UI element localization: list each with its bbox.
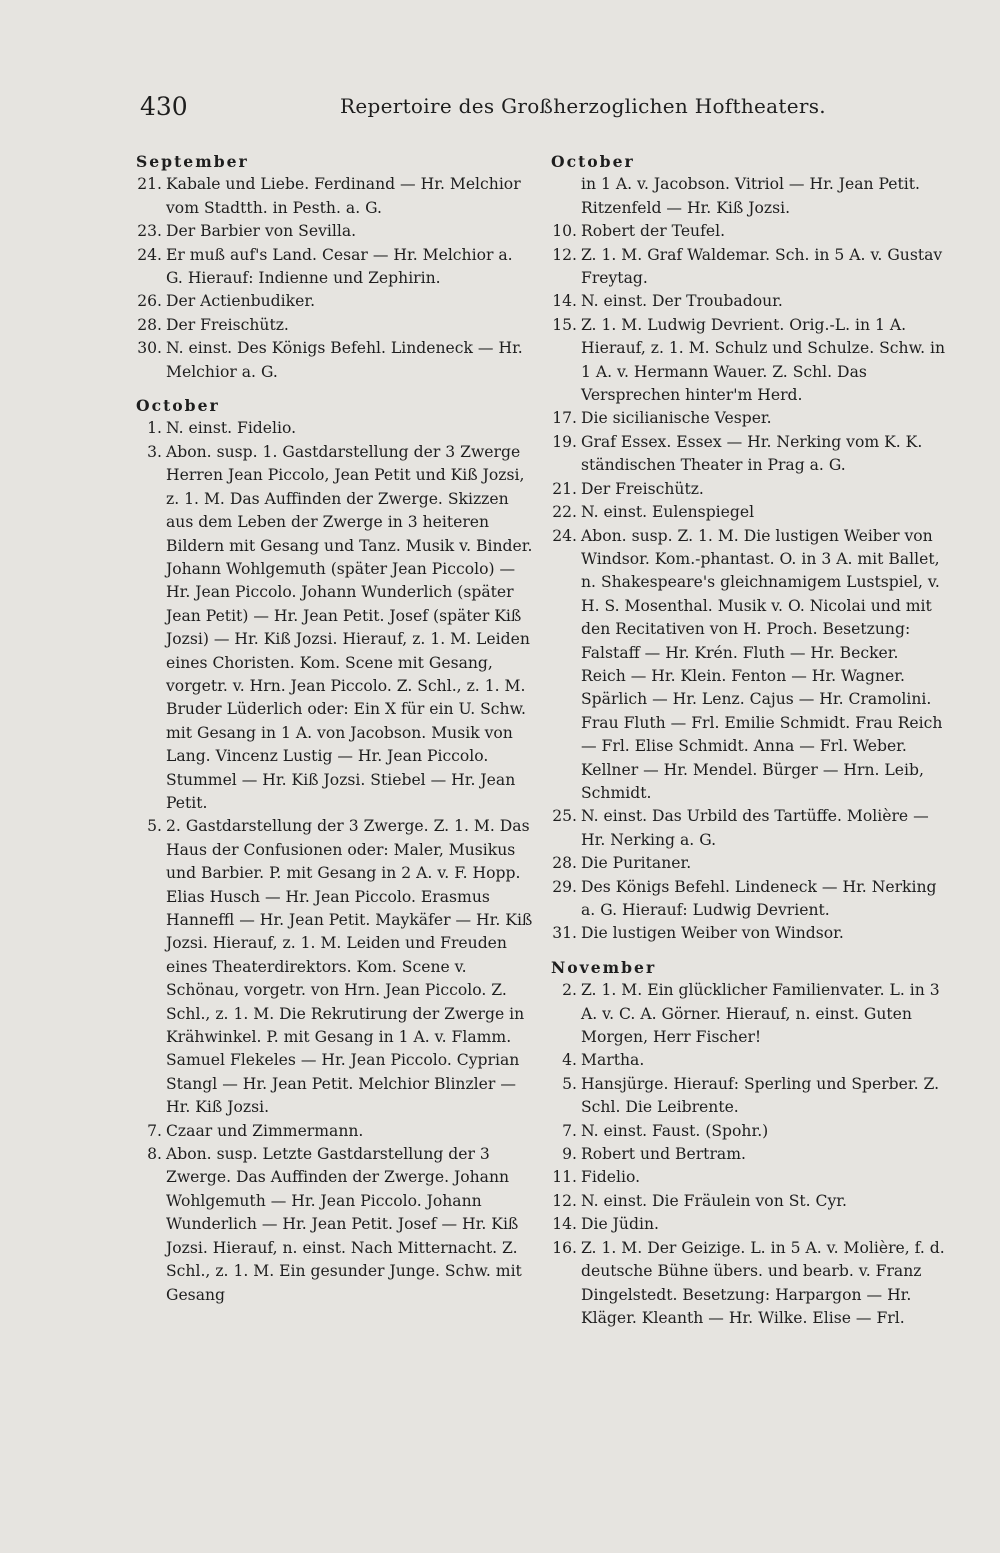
right-column [551,150,946,1330]
entry-day-number: 14. [552,1215,577,1234]
entry-text: Abon. susp. Letzte Gastdarstellung der 3 Zwerge. Das Auffinden der Zwerge. Johann Wohlgemuth — Hr. Jean Piccolo. Johann Wunderlich — Hr. Jean Petit. Josef — Hr. Kiß Jozsi. Hierauf, n. einst. Nach Mitternacht. Z. Schl., z. 1. M. Ein gesunder Junge. Schw. mit Gesang [166,1145,522,1304]
entry-text: Graf Essex. Essex — Hr. Nerking vom K. K. ständischen Theater in Prag a. G. [581,432,923,475]
entry-continuation [551,173,946,220]
entry-text: Der Freischütz. [166,315,289,334]
repertoire-entry [551,1237,946,1331]
repertoire-entry [136,290,534,313]
repertoire-entry [551,1166,946,1189]
entry-text: N. einst. Faust. (Spohr.) [581,1121,769,1140]
entry-text: 2. Gastdarstellung der 3 Zwerge. Z. 1. M. Das Haus der Confusionen oder: Maler, Musikus und Barbier. P. mit Gesang in 2 A. v. F. Hopp. Elias Husch — Hr. Jean Piccolo. Erasmus Hanneffl — Hr. Jean Petit. Maykäfer — Hr. Kiß Jozsi. Hierauf, z. 1. M. Leiden und Freuden eines Theaterdirektors. Kom. Scene v. Schönau, vorgetr. von Hrn. Jean Piccolo. Z. Schl., z. 1. M. Die Rekrutirung der Zwerge in Krähwinkel. P. mit Gesang in 1 A. v. Flamm. Samuel Flekeles — Hr. Jean Piccolo. Cyprian Stangl — Hr. Jean Petit. Melchior Blinzler — Hr. Kiß Jozsi. [166,817,533,1117]
entry-text: Abon. susp. Z. 1. M. Die lustigen Weiber von Windsor. Kom.-phantast. O. in 3 A. mit Ballet, n. Shakespeare's gleichnamigem Lustspiel, v. H. S. Mosenthal. Musik v. O. Nicolai und mit den Recitativen von H. Proch. Besetzung: Falstaff — Hr. Krén. Fluth — Hr. Becker. Reich — Hr. Klein. Fenton — Hr. Wagner. Spärlich — Hr. Lenz. Cajus — Hr. Cramolini. Frau Fluth — Frl. Emilie Schmidt. Frau Reich — Frl. Elise Schmidt. Anna — Frl. Weber. Kellner — Hr. Mendel. Bürger — Hrn. Leib, Schmidt. [581,526,943,802]
repertoire-entry [136,417,534,440]
repertoire-entry [136,314,534,337]
entry-text: Czaar und Zimmermann. [166,1121,364,1140]
entry-day-number: 9. [562,1145,577,1164]
month-heading: November [551,957,657,977]
entry-text: Die Jüdin. [581,1215,659,1234]
page-header [140,92,940,126]
repertoire-entry [551,979,946,1049]
entry-day-number: 3. [147,442,162,461]
entry-text: N. einst. Des Königs Befehl. Lindeneck — Hr. Melchior a. G. [166,339,523,381]
repertoire-entry [551,1213,946,1236]
entry-text: Der Barbier von Sevilla. [166,222,357,241]
entry-day-number: 4. [562,1051,577,1070]
entry-day-number: 2. [562,981,577,1000]
month-heading: October [136,396,220,416]
repertoire-entry [551,852,946,875]
entry-day-number: 16. [552,1238,577,1257]
entry-text: Die sicilianische Vesper. [581,409,772,428]
repertoire-entry [136,1120,534,1143]
entry-day-number: 5. [147,817,162,836]
repertoire-entry [551,1120,946,1143]
entry-text: Abon. susp. 1. Gastdarstellung der 3 Zwerge Herren Jean Piccolo, Jean Petit und Kiß Jozsi, z. 1. M. Das Auffinden der Zwerge. Skizzen aus dem Leben der Zwerge in 3 heiteren Bildern mit Gesang und Tanz. Musik v. Binder. Johann Wohlgemuth (später Jean Piccolo) — Hr. Jean Piccolo. Johann Wunderlich (später Jean Petit) — Hr. Jean Petit. Josef (später Kiß Jozsi) — Hr. Kiß Jozsi. Hierauf, z. 1. M. Leiden eines Choristen. Kom. Scene mit Gesang, vorgetr. v. Hrn. Jean Piccolo. Z. Schl., z. 1. M. Bruder Lüderlich oder: Ein X für ein U. Schw. mit Gesang in 1 A. von Jacobson. Musik von Lang. Vincenz Lustig — Hr. Jean Piccolo. Stummel — Hr. Kiß Jozsi. Stiebel — Hr. Jean Petit. [166,442,533,812]
entry-day-number: 21. [552,479,577,498]
entry-day-number: 24. [137,245,162,264]
entry-text: Robert der Teufel. [581,222,726,241]
repertoire-entry [551,407,946,430]
repertoire-entry [136,815,534,1119]
left-column [136,150,534,1307]
entry-day-number: 10. [552,222,577,241]
month-heading: October [551,152,635,171]
repertoire-entry [551,1143,946,1166]
entry-text: Der Freischütz. [581,479,704,498]
repertoire-entry [136,337,534,384]
repertoire-entry [551,1073,946,1120]
entry-text: Die lustigen Weiber von Windsor. [581,924,844,943]
repertoire-entry [551,244,946,291]
entry-day-number: 17. [552,409,577,428]
entry-text: N. einst. Das Urbild des Tartüffe. Molière — Hr. Nerking a. G. [581,807,929,849]
repertoire-entry [551,431,946,478]
repertoire-entry [136,1143,534,1307]
entry-text: N. einst. Eulenspiegel [581,503,755,522]
repertoire-entry [551,220,946,243]
running-title: Repertoire des Großherzoglichen Hoftheaters. [340,94,826,118]
repertoire-entry [551,525,946,806]
entry-text: Die Puritaner. [581,854,692,873]
entry-day-number: 29. [552,877,577,896]
entry-day-number: 31. [552,924,577,943]
entry-text: Robert und Bertram. [581,1145,746,1164]
entry-day-number: 19. [552,432,577,451]
repertoire-entry [551,922,946,945]
entry-text: Kabale und Liebe. Ferdinand — Hr. Melchior vom Stadtth. in Pesth. a. G. [166,175,521,217]
repertoire-entry [551,314,946,408]
repertoire-entry [136,244,534,291]
entry-day-number: 1. [147,419,162,438]
entry-day-number: 25. [552,807,577,826]
entry-day-number: 12. [552,245,577,264]
entry-day-number: 11. [552,1168,577,1187]
entry-text: Er muß auf's Land. Cesar — Hr. Melchior a. G. Hierauf: Indienne und Zephirin. [166,245,513,288]
entry-text: N. einst. Die Fräulein von St. Cyr. [581,1191,847,1210]
entry-day-number: 7. [147,1121,162,1140]
entry-day-number: 12. [552,1191,577,1210]
repertoire-entry [136,220,534,243]
entry-day-number: 30. [137,339,162,358]
repertoire-entry [136,441,534,816]
entry-text: Z. 1. M. Ein glücklicher Familienvater. L. in 3 A. v. C. A. Görner. Hierauf, n. einst. Guten Morgen, Herr Fischer! [581,981,940,1047]
entry-day-number: 15. [552,315,577,334]
entry-day-number: 5. [562,1074,577,1093]
repertoire-entry [551,501,946,524]
entry-text: Der Actienbudiker. [166,292,316,311]
entry-text: Hansjürge. Hierauf: Sperling und Sperber. Z. Schl. Die Leibrente. [581,1074,940,1117]
entry-day-number: 28. [137,315,162,334]
entry-day-number: 26. [137,292,162,311]
repertoire-entry [551,876,946,923]
page-number: 430 [140,92,188,121]
entry-text: Z. 1. M. Der Geizige. L. in 5 A. v. Molière, f. d. deutsche Bühne übers. und bearb. v. Franz Dingelstedt. Besetzung: Harpargon — Hr. Kläger. Kleanth — Hr. Wilke. Elise — Frl. [581,1238,945,1327]
repertoire-entry [551,1049,946,1072]
entry-day-number: 22. [552,503,577,522]
entry-text: Z. 1. M. Graf Waldemar. Sch. in 5 A. v. Gustav Freytag. [581,245,943,288]
entry-day-number: 7. [562,1121,577,1140]
entry-day-number: 8. [147,1145,162,1164]
entry-text: N. einst. Der Troubadour. [581,292,783,311]
entry-day-number: 24. [552,526,577,545]
entry-text: Z. 1. M. Ludwig Devrient. Orig.-L. in 1 A. Hierauf, z. 1. M. Schulz und Schulze. Schw. in 1 A. v. Hermann Wauer. Z. Schl. Das Versprechen hinter'm Herd. [581,315,946,405]
repertoire-entry [551,290,946,313]
repertoire-entry [136,173,534,220]
entry-text: in 1 A. v. Jacobson. Vitriol — Hr. Jean Petit. Ritzenfeld — Hr. Kiß Jozsi. [581,175,921,217]
entry-text: Fidelio. [581,1168,641,1187]
repertoire-entry [551,478,946,501]
entry-text: N. einst. Fidelio. [166,419,297,438]
entry-day-number: 23. [137,222,162,241]
entry-text: Martha. [581,1051,645,1070]
entry-day-number: 21. [137,175,162,194]
entry-day-number: 14. [552,292,577,311]
repertoire-entry [551,805,946,852]
month-heading: September [136,152,249,171]
repertoire-entry [551,1190,946,1213]
entry-day-number: 28. [552,854,577,873]
entry-text: Des Königs Befehl. Lindeneck — Hr. Nerking a. G. Hierauf: Ludwig Devrient. [581,877,937,919]
